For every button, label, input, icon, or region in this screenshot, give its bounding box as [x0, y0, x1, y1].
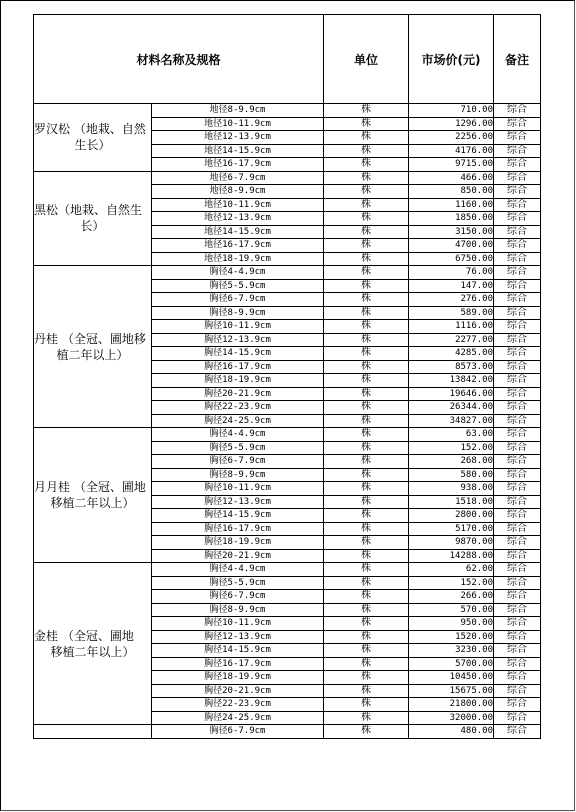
spec-cell: 胸径10-11.9cm — [152, 482, 324, 496]
material-name-line: 移植二年以上） — [50, 496, 135, 510]
spec-cell: 胸径20-21.9cm — [152, 549, 324, 563]
spec-cell: 胸径12-13.9cm — [152, 495, 324, 509]
note-cell: 综合 — [494, 279, 541, 293]
spec-cell: 胸径20-21.9cm — [152, 684, 324, 698]
spec-cell: 地径10-11.9cm — [152, 117, 324, 131]
unit-cell: 株 — [324, 428, 409, 442]
header-unit: 单位 — [324, 15, 409, 104]
material-name-line: 移植二年以上） — [50, 644, 135, 659]
unit-cell: 株 — [324, 158, 409, 172]
note-cell: 综合 — [494, 549, 541, 563]
unit-cell: 株 — [324, 711, 409, 725]
material-name-line: 植二年以上） — [56, 347, 129, 362]
spec-cell: 地径10-11.9cm — [152, 198, 324, 212]
note-cell: 综合 — [494, 603, 541, 617]
note-cell: 综合 — [494, 468, 541, 482]
note-cell: 综合 — [494, 711, 541, 725]
price-cell: 1116.00 — [409, 320, 494, 334]
note-cell: 综合 — [494, 131, 541, 145]
price-cell: 76.00 — [409, 266, 494, 280]
note-cell: 综合 — [494, 590, 541, 604]
unit-cell: 株 — [324, 320, 409, 334]
material-name — [34, 563, 152, 725]
note-cell: 综合 — [494, 441, 541, 455]
price-cell: 480.00 — [409, 725, 494, 739]
price-cell: 266.00 — [409, 590, 494, 604]
price-cell: 2800.00 — [409, 509, 494, 523]
spec-cell: 胸径10-11.9cm — [152, 617, 324, 631]
price-cell: 21800.00 — [409, 698, 494, 712]
price-cell: 1296.00 — [409, 117, 494, 131]
note-cell: 综合 — [494, 252, 541, 266]
spec-cell: 胸径8-9.9cm — [152, 306, 324, 320]
price-cell: 2256.00 — [409, 131, 494, 145]
unit-cell: 株 — [324, 468, 409, 482]
price-cell: 1160.00 — [409, 198, 494, 212]
note-cell: 综合 — [494, 333, 541, 347]
table-row — [34, 266, 541, 280]
material-name — [34, 725, 152, 739]
unit-cell: 株 — [324, 212, 409, 226]
spec-cell: 胸径4-4.9cm — [152, 563, 324, 577]
price-cell: 850.00 — [409, 185, 494, 199]
note-cell: 综合 — [494, 657, 541, 671]
price-cell: 1518.00 — [409, 495, 494, 509]
note-cell: 综合 — [494, 320, 541, 334]
note-cell: 综合 — [494, 347, 541, 361]
spec-cell: 胸径8-9.9cm — [152, 603, 324, 617]
price-table — [33, 14, 541, 739]
header-name: 材料名称及规格 — [34, 15, 324, 104]
header-price: 市场价(元) — [409, 15, 494, 104]
price-cell: 589.00 — [409, 306, 494, 320]
unit-cell: 株 — [324, 563, 409, 577]
unit-cell: 株 — [324, 671, 409, 685]
material-name-line: 长） — [80, 219, 105, 234]
price-cell: 1850.00 — [409, 212, 494, 226]
price-cell: 3230.00 — [409, 644, 494, 658]
material-name — [34, 266, 152, 428]
price-cell: 5170.00 — [409, 522, 494, 536]
unit-cell: 株 — [324, 576, 409, 590]
note-cell: 综合 — [494, 495, 541, 509]
note-cell: 综合 — [494, 414, 541, 428]
material-name-line: 月月桂 （全冠、圃地 — [34, 480, 146, 494]
price-cell: 466.00 — [409, 171, 494, 185]
spec-cell: 胸径12-13.9cm — [152, 630, 324, 644]
spec-cell: 胸径6-7.9cm — [152, 293, 324, 307]
unit-cell: 株 — [324, 698, 409, 712]
unit-cell: 株 — [324, 104, 409, 118]
spec-cell: 地径6-7.9cm — [152, 171, 324, 185]
price-cell: 13842.00 — [409, 374, 494, 388]
unit-cell: 株 — [324, 590, 409, 604]
spec-cell: 胸径6-7.9cm — [152, 590, 324, 604]
price-cell: 5700.00 — [409, 657, 494, 671]
spec-cell: 地径8-9.9cm — [152, 104, 324, 118]
price-cell: 15675.00 — [409, 684, 494, 698]
price-cell: 4700.00 — [409, 239, 494, 253]
price-cell: 1520.00 — [409, 630, 494, 644]
price-cell: 8573.00 — [409, 360, 494, 374]
note-cell: 综合 — [494, 144, 541, 158]
price-cell: 276.00 — [409, 293, 494, 307]
material-name — [34, 104, 152, 172]
note-cell: 综合 — [494, 387, 541, 401]
note-cell: 综合 — [494, 374, 541, 388]
note-cell: 综合 — [494, 401, 541, 415]
price-cell: 4285.00 — [409, 347, 494, 361]
spec-cell: 胸径14-15.9cm — [152, 644, 324, 658]
unit-cell: 株 — [324, 657, 409, 671]
price-cell: 19646.00 — [409, 387, 494, 401]
spec-cell: 胸径5-5.9cm — [152, 576, 324, 590]
header-row — [34, 15, 541, 104]
spec-cell: 胸径14-15.9cm — [152, 509, 324, 523]
spec-cell: 胸径24-25.9cm — [152, 414, 324, 428]
material-name-line: 金桂 （全冠、圃地 — [34, 628, 134, 643]
spec-cell: 胸径5-5.9cm — [152, 441, 324, 455]
price-cell: 9715.00 — [409, 158, 494, 172]
unit-cell: 株 — [324, 333, 409, 347]
table-row — [34, 104, 541, 118]
unit-cell: 株 — [324, 225, 409, 239]
price-cell: 580.00 — [409, 468, 494, 482]
unit-cell: 株 — [324, 725, 409, 739]
unit-cell: 株 — [324, 306, 409, 320]
unit-cell: 株 — [324, 171, 409, 185]
note-cell: 综合 — [494, 266, 541, 280]
spec-cell: 胸径18-19.9cm — [152, 671, 324, 685]
unit-cell: 株 — [324, 401, 409, 415]
price-cell: 147.00 — [409, 279, 494, 293]
unit-cell: 株 — [324, 509, 409, 523]
unit-cell: 株 — [324, 360, 409, 374]
price-cell: 4176.00 — [409, 144, 494, 158]
price-cell: 9870.00 — [409, 536, 494, 550]
note-cell: 综合 — [494, 482, 541, 496]
spec-cell: 胸径5-5.9cm — [152, 279, 324, 293]
unit-cell: 株 — [324, 617, 409, 631]
spec-cell: 地径14-15.9cm — [152, 225, 324, 239]
table-row — [34, 563, 541, 577]
note-cell: 综合 — [494, 225, 541, 239]
note-cell: 综合 — [494, 725, 541, 739]
price-cell: 32000.00 — [409, 711, 494, 725]
unit-cell: 株 — [324, 495, 409, 509]
unit-cell: 株 — [324, 185, 409, 199]
unit-cell: 株 — [324, 239, 409, 253]
spec-cell: 胸径8-9.9cm — [152, 468, 324, 482]
unit-cell: 株 — [324, 414, 409, 428]
spec-cell: 胸径6-7.9cm — [152, 455, 324, 469]
price-cell: 26344.00 — [409, 401, 494, 415]
price-cell: 268.00 — [409, 455, 494, 469]
spec-cell: 地径12-13.9cm — [152, 212, 324, 226]
price-cell: 152.00 — [409, 441, 494, 455]
unit-cell: 株 — [324, 455, 409, 469]
spec-cell: 胸径16-17.9cm — [152, 522, 324, 536]
spec-cell: 胸径22-23.9cm — [152, 698, 324, 712]
spec-cell: 胸径18-19.9cm — [152, 374, 324, 388]
price-cell: 62.00 — [409, 563, 494, 577]
unit-cell: 株 — [324, 117, 409, 131]
note-cell: 综合 — [494, 671, 541, 685]
note-cell: 综合 — [494, 104, 541, 118]
spec-cell: 胸径4-4.9cm — [152, 266, 324, 280]
spec-cell: 胸径18-19.9cm — [152, 536, 324, 550]
material-name-line: 生长） — [74, 138, 111, 153]
price-cell: 34827.00 — [409, 414, 494, 428]
spec-cell: 胸径20-21.9cm — [152, 387, 324, 401]
unit-cell: 株 — [324, 131, 409, 145]
price-cell: 570.00 — [409, 603, 494, 617]
spec-cell: 胸径10-11.9cm — [152, 320, 324, 334]
unit-cell: 株 — [324, 549, 409, 563]
spec-cell: 胸径22-23.9cm — [152, 401, 324, 415]
table-row — [34, 725, 541, 739]
price-cell: 710.00 — [409, 104, 494, 118]
unit-cell: 株 — [324, 266, 409, 280]
note-cell: 综合 — [494, 306, 541, 320]
spec-cell: 地径18-19.9cm — [152, 252, 324, 266]
header-note: 备注 — [494, 15, 541, 104]
note-cell: 综合 — [494, 198, 541, 212]
spec-cell: 胸径6-7.9cm — [152, 725, 324, 739]
material-name-line: 丹桂 （全冠、圃地移 — [34, 331, 146, 346]
unit-cell: 株 — [324, 293, 409, 307]
material-name-line: 黑松（地栽、自然生 — [34, 203, 143, 218]
note-cell: 综合 — [494, 684, 541, 698]
unit-cell: 株 — [324, 482, 409, 496]
spec-cell: 地径16-17.9cm — [152, 158, 324, 172]
note-cell: 综合 — [494, 212, 541, 226]
price-cell: 6750.00 — [409, 252, 494, 266]
unit-cell: 株 — [324, 252, 409, 266]
spec-cell: 地径8-9.9cm — [152, 185, 324, 199]
spec-cell: 胸径4-4.9cm — [152, 428, 324, 442]
spec-cell: 地径14-15.9cm — [152, 144, 324, 158]
unit-cell: 株 — [324, 144, 409, 158]
spec-cell: 胸径14-15.9cm — [152, 347, 324, 361]
unit-cell: 株 — [324, 684, 409, 698]
price-cell: 10450.00 — [409, 671, 494, 685]
material-name — [34, 428, 152, 563]
spec-cell: 胸径16-17.9cm — [152, 657, 324, 671]
note-cell: 综合 — [494, 239, 541, 253]
note-cell: 综合 — [494, 455, 541, 469]
price-cell: 63.00 — [409, 428, 494, 442]
unit-cell: 株 — [324, 522, 409, 536]
unit-cell: 株 — [324, 279, 409, 293]
material-name-line: 罗汉松 （地栽、自然 — [34, 122, 146, 137]
price-cell: 938.00 — [409, 482, 494, 496]
unit-cell: 株 — [324, 441, 409, 455]
spec-cell: 地径12-13.9cm — [152, 131, 324, 145]
unit-cell: 株 — [324, 387, 409, 401]
unit-cell: 株 — [324, 198, 409, 212]
unit-cell: 株 — [324, 374, 409, 388]
note-cell: 综合 — [494, 644, 541, 658]
table-row — [34, 171, 541, 185]
note-cell: 综合 — [494, 617, 541, 631]
note-cell: 综合 — [494, 576, 541, 590]
note-cell: 综合 — [494, 509, 541, 523]
price-cell: 152.00 — [409, 576, 494, 590]
material-name — [34, 171, 152, 266]
note-cell: 综合 — [494, 117, 541, 131]
note-cell: 综合 — [494, 522, 541, 536]
spec-cell: 胸径12-13.9cm — [152, 333, 324, 347]
spec-cell: 胸径24-25.9cm — [152, 711, 324, 725]
unit-cell: 株 — [324, 603, 409, 617]
unit-cell: 株 — [324, 347, 409, 361]
price-cell: 2277.00 — [409, 333, 494, 347]
table-row — [34, 428, 541, 442]
spec-cell: 地径16-17.9cm — [152, 239, 324, 253]
note-cell: 综合 — [494, 536, 541, 550]
price-cell: 14288.00 — [409, 549, 494, 563]
note-cell: 综合 — [494, 171, 541, 185]
note-cell: 综合 — [494, 185, 541, 199]
note-cell: 综合 — [494, 698, 541, 712]
note-cell: 综合 — [494, 360, 541, 374]
note-cell: 综合 — [494, 563, 541, 577]
spec-cell: 胸径16-17.9cm — [152, 360, 324, 374]
unit-cell: 株 — [324, 536, 409, 550]
note-cell: 综合 — [494, 428, 541, 442]
note-cell: 综合 — [494, 158, 541, 172]
note-cell: 综合 — [494, 293, 541, 307]
price-cell: 3150.00 — [409, 225, 494, 239]
note-cell: 综合 — [494, 630, 541, 644]
unit-cell: 株 — [324, 630, 409, 644]
unit-cell: 株 — [324, 644, 409, 658]
price-cell: 950.00 — [409, 617, 494, 631]
